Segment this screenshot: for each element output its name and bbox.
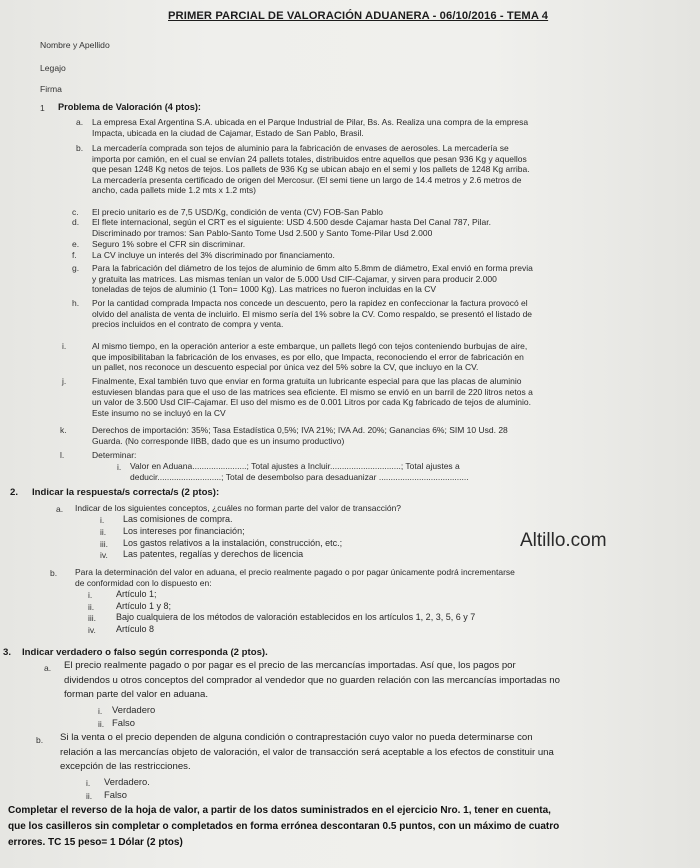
statement-line: dividendos u otros conceptos del comprador al vendedor que no guarden relación con las mercancías importadas no: [64, 674, 560, 686]
option-number: iii.: [100, 538, 109, 549]
option-number: iii.: [88, 613, 97, 623]
item-label: e.: [72, 239, 80, 249]
closing-line: Completar el reverso de la hoja de valor, a partir de los datos suministrados en el ejercicio Nro. 1, tener en cuenta,: [8, 805, 551, 816]
item-line: importa por camión, en el cual se envían 24 pallets totales, distribuidos entre aquellos que pesan 936 Kg y aquellos: [92, 153, 527, 164]
item-label: d.: [72, 217, 80, 227]
problem2-a-label: a.: [56, 504, 64, 514]
determine-line-1: Valor en Aduana.......................; Total ajustes a Incluir..............................; Total ajustes a: [130, 461, 460, 471]
problem2-b-question-1: Para la determinación del valor en aduana, el precio realmente pagado o por pagar únicamente podrá incrementarse: [75, 567, 515, 577]
item-label: j.: [62, 376, 67, 386]
item-label: g.: [72, 263, 80, 273]
option-text: Artículo 1 y 8;: [116, 600, 172, 611]
option-text: Bajo cualquiera de los métodos de valoración establecidos en los artículos 1, 2, 3, 5, 6 y 7: [116, 612, 476, 622]
item-line: La CV incluye un interés del 3% discriminado por financiamento.: [92, 250, 335, 260]
option-number: i.: [88, 590, 93, 600]
problem3-a-label: a.: [44, 663, 52, 673]
item-line: La mercadería presenta certificado de origen del Mercosur. (El semi tiene un largo de 14.4 metros y 2.6 metros de: [92, 174, 522, 185]
option-number: ii.: [86, 790, 93, 801]
problem1-title: Problema de Valoración (4 ptos):: [58, 102, 201, 112]
problem2-b-label: b.: [50, 568, 58, 578]
option-text: Las comisiones de compra.: [123, 514, 233, 524]
statement-line: forman parte del valor en aduana.: [64, 689, 208, 700]
option-number: ii.: [100, 526, 107, 537]
option-number: i.: [100, 515, 105, 525]
option-text: Las patentes, regalías y derechos de licencia: [123, 549, 304, 560]
item-label: a.: [76, 117, 84, 127]
item-line: Discriminado por tramos: San Pablo-Santo Tome Usd 2.500 y Santo Tome-Pilar Usd 2.000: [92, 227, 433, 238]
item-line: Por la cantidad comprada Impacta nos concede un descuento, pero la rapidez en confeccionar la factura provocó el: [92, 298, 528, 308]
problem1-number: 1: [40, 103, 45, 113]
closing-line: que los casilleros sin completar o completados en forma errónea descontaran 0.5 puntos, con un máximo de cuatro: [8, 821, 560, 832]
item-label: f.: [72, 250, 77, 260]
item-label: k.: [60, 425, 67, 435]
option-text: Verdadero: [112, 704, 156, 715]
legajo-label: Legajo: [40, 63, 66, 73]
option-number: ii.: [98, 718, 105, 729]
option-text: Los intereses por financiación;: [123, 525, 245, 536]
option-number: ii.: [88, 601, 95, 612]
closing-line: errores. TC 15 peso= 1 Dólar (2 ptos): [8, 837, 183, 848]
item-line: Derechos de importación: 35%; Tasa Estadística 0,5%; IVA 21%; IVA Ad. 20%; Ganancias 6%; SIM 10 Usd. 28: [92, 425, 508, 435]
problem2-b-question-2: de conformidad con lo dispuesto en:: [75, 578, 212, 588]
item-label: b.: [76, 143, 84, 153]
determine-item-number: i.: [117, 462, 122, 472]
item-line: y gratuita las matrices. Las mismas tenían un valor de 5.000 Usd CIF-Cajamar, y sirven para producir 2.000: [92, 273, 497, 284]
option-number: i.: [86, 778, 91, 788]
item-line: estuviesen blandas para que el uso de las matrices sea eficiente. El mismo se envió en un barril de 220 litros netos a: [92, 386, 533, 397]
option-number: iv.: [100, 550, 108, 561]
problem3-number: 3.: [3, 647, 12, 658]
statement-line: El precio realmente pagado o por pagar es el precio de las mercancías importadas. Así que, los pagos por: [64, 660, 516, 671]
exam-title: PRIMER PARCIAL DE VALORACIÓN ADUANERA - 06/10/2016 - TEMA 4: [168, 10, 549, 22]
problem3-title: Indicar verdadero o falso según corresponda (2 ptos).: [22, 647, 268, 658]
item-line: precios incluidos en el contrato de compra y venta.: [92, 319, 284, 330]
item-line: La mercadería comprada son tejos de aluminio para la fabricación de envases de aerosoles. La mercadería se: [92, 143, 509, 153]
item-label: i.: [62, 341, 67, 351]
item-line: El precio unitario es de 7,5 USD/Kg, condición de venta (CV) FOB-San Pablo: [92, 207, 384, 217]
item-label: h.: [72, 298, 80, 308]
statement-line: relación a las mercancías objeto de valoración, el valor de transacción será aceptable a los efectos de constituir una: [60, 746, 554, 758]
option-number: iv.: [88, 624, 96, 635]
item-label: c.: [72, 207, 79, 217]
item-line: que pesan 1248 Kg netos de tejos. Los pallets de 936 Kg se ubican abajo en el semi y los pallets de 1248 Kg arriba.: [92, 164, 530, 175]
problem2-title: Indicar la respuesta/s correcta/s (2 ptos):: [32, 487, 220, 498]
problem3-b-label: b.: [36, 735, 44, 745]
item-line: Seguro 1% sobre el CFR sin discriminar.: [92, 239, 246, 249]
name-label: Nombre y Apellido: [40, 40, 110, 50]
option-text: Artículo 8: [116, 623, 155, 634]
option-number: i.: [98, 706, 103, 716]
problem2-number: 2.: [10, 487, 19, 498]
item-line: olvido del analista de venta de incluirlo. El mismo sería del 1% sobre la CV. Como respaldo, se presentó el listado de: [92, 308, 533, 319]
item-line: Para la fabricación del diámetro de los tejos de aluminio de 6mm alto 5.8mm de diámetro, Exal envió en forma previa: [92, 263, 533, 273]
item-line: toneladas de tejos de aluminio (1 Ton= 1000 Kg). Las matrices no fueron incluidas en la CV: [92, 284, 437, 295]
item-line: ancho, cada pallets mide 1.2 mts x 1.2 mts): [92, 185, 256, 196]
item-line: Guarda. (No corresponde IIBB, dado que es un insumo productivo): [92, 435, 345, 446]
item-line: Finalmente, Exal también tuvo que enviar en forma gratuita un lubricante especial para que las placas de aluminio: [92, 376, 522, 386]
option-text: Los gastos relativos a la instalación, construcción, etc.;: [123, 537, 343, 548]
determine-line-2: deducir...........................; Total de desembolso para desaduanizar ......................................: [130, 472, 469, 482]
item-label: l.: [60, 450, 65, 460]
item-line: Determinar:: [92, 450, 137, 460]
option-text: Falso: [104, 788, 127, 800]
problem2-a-question: Indicar de los siguientes conceptos, ¿cuáles no forman parte del valor de transacción?: [75, 503, 402, 513]
item-line: La empresa Exal Argentina S.A. ubicada en el Parque Industrial de Pilar, Bs. As. Realiza una compra de la empresa: [92, 117, 529, 127]
option-text: Artículo 1;: [116, 589, 157, 599]
item-line: que imposibilitaban la fabricación de los envases, es por ello, que Impacta, reconociendo el error de fabricación en: [92, 351, 524, 362]
watermark-text: Altillo.com: [520, 530, 607, 551]
item-line: Al mismo tiempo, en la operación anterior a este embarque, un pallets llegó con tejos conteniendo burbujas de aire,: [92, 341, 528, 351]
item-line: un pallet, nos reconoce un descuento especial por única vez del 5% sobre la CV, que incluyo en la CV.: [92, 362, 479, 373]
item-line: Impacta, ubicada en la ciudad de Cajamar, Estado de San Pablo, Brasil.: [92, 127, 364, 138]
item-line: Este insumo no se incluyó en la CV: [92, 407, 226, 418]
option-text: Verdadero.: [104, 776, 150, 787]
firma-label: Firma: [40, 84, 62, 94]
option-text: Falso: [112, 716, 135, 728]
item-line: un valor de 3.500 Usd CIF-Cajamar. El uso del mismo es de 0.001 Litros por cada Kg fabricado de tejos de aluminio.: [92, 397, 531, 408]
statement-line: excepción de las restricciones.: [60, 761, 191, 772]
item-line: El flete internacional, según el CRT es el siguiente: USD 4.500 desde Cajamar hasta Del Canal 787, Pilar.: [92, 217, 491, 227]
statement-line: Si la venta o el precio dependen de alguna condición o contraprestación cuyo valor no pueda determinarse con: [60, 732, 533, 743]
